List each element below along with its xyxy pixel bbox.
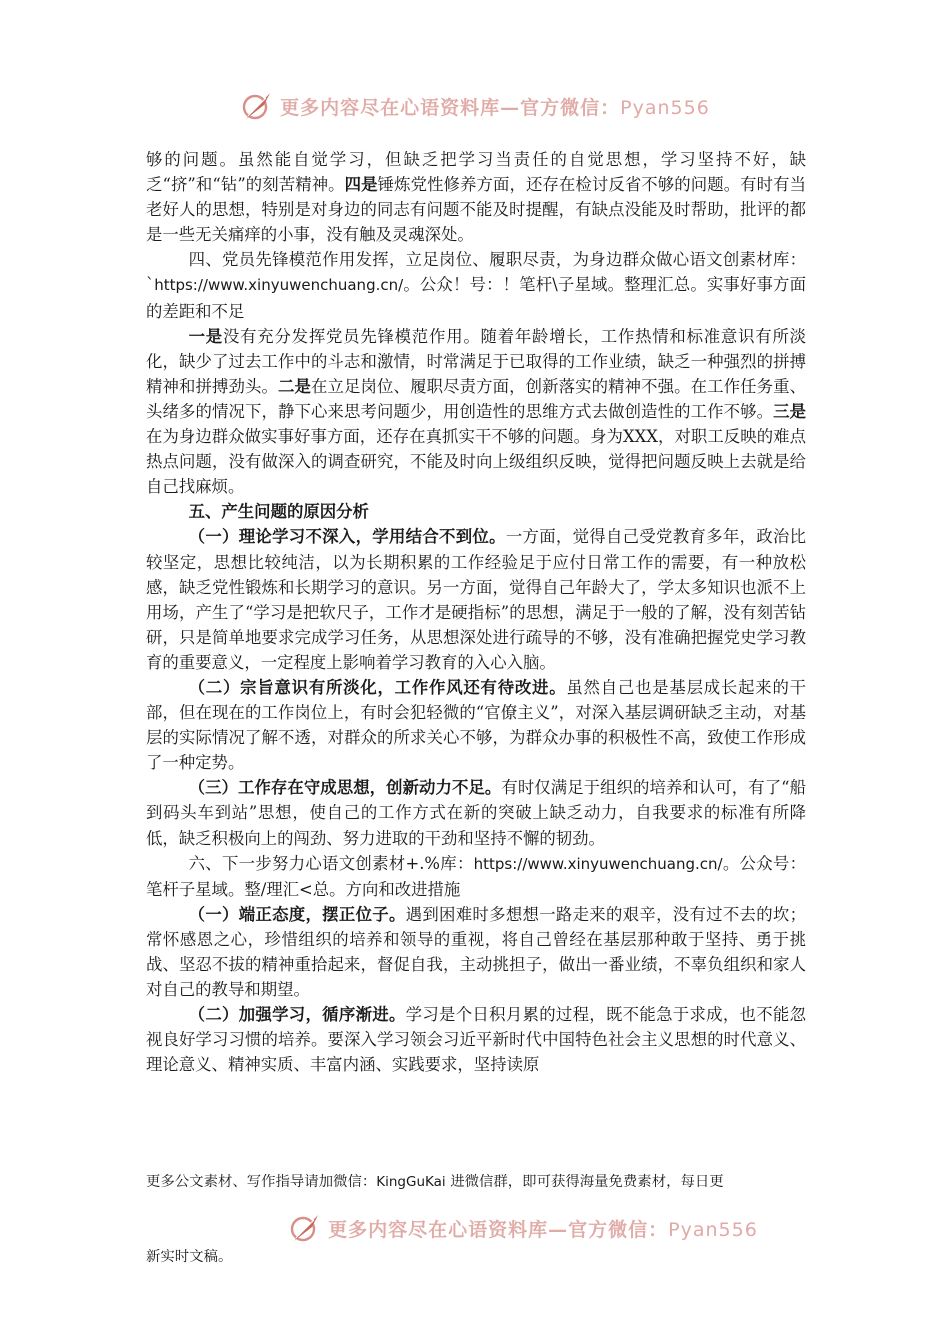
bottom-banner: [48, 1208, 950, 1248]
banner-text: 更多内容尽在心语资料库—官方微信：Pyan556: [328, 1218, 758, 1241]
paragraph-1: 够的问题。虽然能自觉学习，但缺乏把学习当责任的自觉思想，学习坚持不好，缺乏“挤”和“钻”的刻苦精神。四是锤炼党性修养方面，还存在检讨反省不够的问题。有时有当老好人的思想，特别是对身边的同志有问题不能及时提醒，有缺点没能及时帮助，批评的都是一些无关痛痒的小事，没有触及灵魂深处。: [146, 150, 807, 245]
section-5-heading: 五、产生问题的原因分析: [188, 502, 369, 522]
banner-wechat-id: Pyan556: [620, 96, 710, 119]
paragraph-6-1: （一）端正态度，摆正位子。遇到困难时多想想一路走来的艰辛，没有过不去的坎；常怀感恩之心，珍惜组织的培养和领导的重视，将自己曾经在基层那种敢于坚持、勇于挑战、坚忍不拔的精神重拾起来，督促自我，主动挑担子，做出一番业绩，不辜负组织和家人对自己的教导和期望。: [146, 904, 807, 1000]
document-body: [146, 147, 806, 1077]
banner-text: 更多内容尽在心语资料库—官方微信：Pyan556: [280, 96, 710, 119]
banner-content: [288, 1211, 758, 1245]
footer-note-continued: 新实时文稿。: [146, 1249, 233, 1265]
paragraph-5-3: （三）工作存在守成思想，创新动力不足。有时仅满足于组织的培养和认可，有了“船到码头车到站”思想，使自己的工作方式在新的突破上缺乏动力，自我要求的标准有所降低，缺乏积极向上的闯劲、努力进取的干劲和坚持不懈的韧劲。: [146, 778, 807, 848]
paragraph-5-1: （一）理论学习不深入，学用结合不到位。一方面，觉得自己受党教育多年，政治比较坚定，思想比较纯洁，以为长期积累的工作经验足于应付日常工作的需要，有一种放松感，缺乏党性锻炼和长期学习的意识。另一方面，觉得自己年龄大了，学太多知识也派不上用场，产生了“学习是把软尺子，工作才是硬指标”的思想，满足于一般的了解，没有刻苦钻研，只是简单地要求完成学习任务，从思想深处进行疏导的不够，没有准确把握党史学习教育的重要意义，一定程度上影响着学习教育的入心入脑。: [146, 527, 807, 672]
banner-wechat-id: Pyan556: [668, 1218, 758, 1241]
banner-content: [240, 89, 710, 123]
top-banner: [0, 86, 950, 126]
footer-note: 更多公文素材、写作指导请加微信：KingGuKai 进微信群，即可获得海量免费素材，每日更: [146, 1174, 724, 1190]
paragraph-section-4-heading: 四、党员先锋模范作用发挥，立足岗位、履职尽责，为身边群众做心语文创素材库：`https://www.xinyuwenchuang.cn/。公众！号：！笔杆\子星域。整理汇总。实事好事方面的差距和不足: [146, 250, 806, 321]
footer-wechat-id: KingGuKai: [376, 1174, 446, 1190]
link-url: https://www.xinyuwenchuang.cn/: [473, 854, 723, 873]
paragraph-3: 一是没有充分发挥党员先锋模范作用。随着年龄增长，工作热情和标准意识有所淡化，缺少了过去工作中的斗志和激情，时常满足于已取得的工作业绩，缺乏一种强烈的拼搏精神和拼搏劲头。二是在立足岗位、履职尽责方面，创新落实的精神不强。在工作任务重、头绪多的情况下，静下心来思考问题少，用创造性的思维方式去做创造性的工作不够。三是在为身边群众做实事好事方面，还存在真抓实干不够的问题。身为XXX，对职工反映的难点热点问题，没有做深入的调查研究，不能及时向上级组织反映，觉得把问题反映上去就是给自己找麻烦。: [146, 326, 807, 497]
quill-logo-icon: [240, 89, 274, 123]
paragraph-6-2: （二）加强学习，循序渐进。学习是个日积月累的过程，既不能急于求成，也不能忽视良好学习习惯的培养。要深入学习领会习近平新时代中国特色社会主义思想的时代意义、理论意义、精神实质、丰富内涵、实践要求，坚持读原: [146, 1005, 807, 1075]
link-url: https://www.xinyuwenchuang.cn/: [154, 276, 404, 295]
paragraph-5-2: （二）宗旨意识有所淡化，工作作风还有待改进。虽然自己也是基层成长起来的干部，但在现在的工作岗位上，有时会犯轻微的“官僚主义”，对深入基层调研缺乏主动，对基层的实际情况了解不透，对群众的所求关心不够，为群众办事的积极性不高，致使工作形成了一种定势。: [146, 677, 807, 773]
paragraph-section-6-heading: 六、下一步努力心语文创素材+.%库：https://www.xinyuwenchuang.cn/。公众号：笔杆子星域。整/理汇<总。方向和改进措施: [146, 853, 806, 899]
quill-logo-icon: [288, 1211, 322, 1245]
